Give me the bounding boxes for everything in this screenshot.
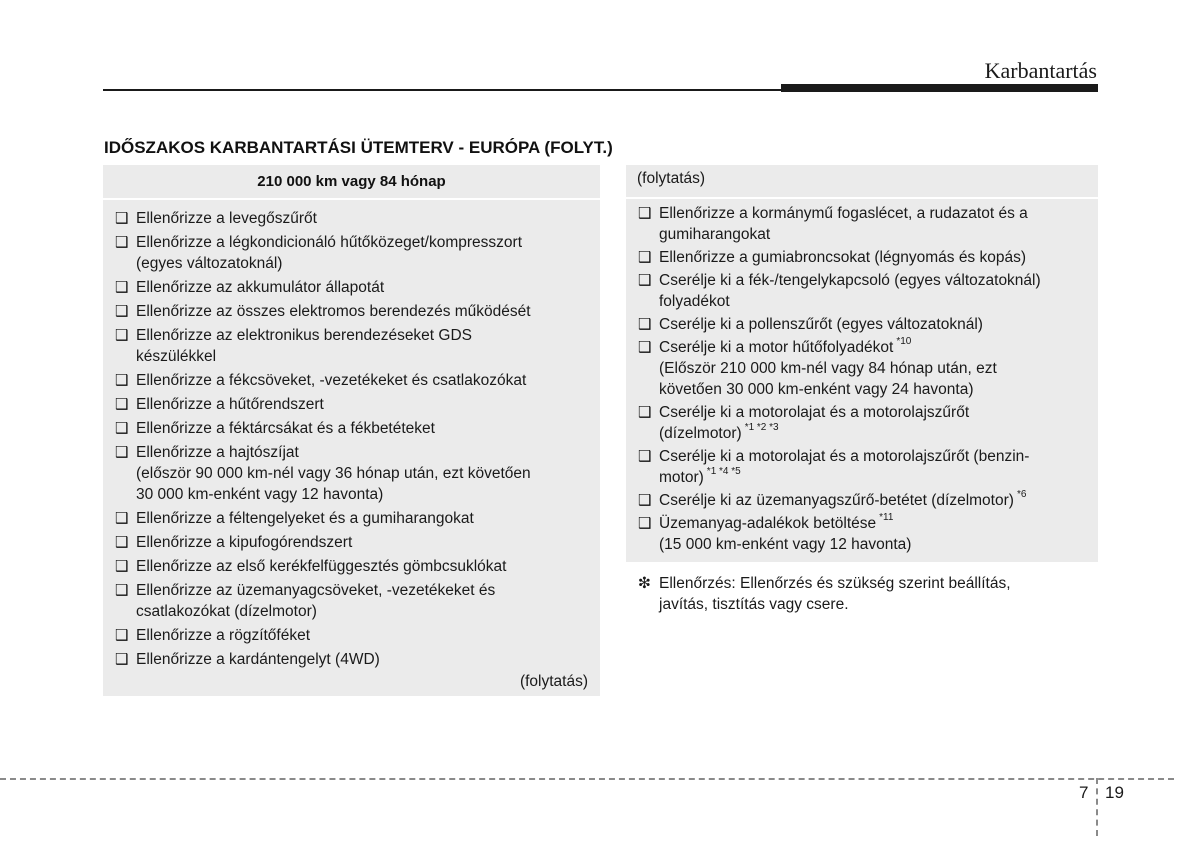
checklist-item-content xyxy=(659,446,1029,488)
checklist-item-text: Cserélje ki a motor hűtőfolyadékot xyxy=(659,339,894,356)
checklist-item xyxy=(115,625,590,646)
checkbox-icon: ❑ xyxy=(638,249,652,266)
footnote-reference: *1 *4 *5 xyxy=(706,465,741,477)
checklist-item xyxy=(115,442,590,505)
section-title: IDŐSZAKOS KARBANTARTÁSI ÜTEMTERV - EURÓPA (FOLYT.) xyxy=(104,138,613,157)
checkbox-icon: ❑ xyxy=(115,420,129,437)
checklist-item-text: Ellenőrizze a kipufogórendszert xyxy=(136,534,353,551)
checklist-item-text: Cserélje ki a motorolajat és a motorolajszűrőt (benzin- motor) xyxy=(659,448,1030,486)
checklist-item-text: Cserélje ki a motorolajat és a motorolajszűrőt (dízelmotor) xyxy=(659,404,970,442)
checkbox-icon: ❑ xyxy=(638,316,652,333)
checklist-item-content xyxy=(659,402,969,444)
checklist-item xyxy=(638,490,1090,511)
checklist-item-text: Ellenőrizze a féltengelyeket és a gumiharangokat xyxy=(136,510,474,527)
checkbox-icon: ❑ xyxy=(115,558,129,575)
checklist-item-text: Cserélje ki a pollenszűrőt (egyes változatoknál) xyxy=(659,316,983,333)
checklist-item xyxy=(115,532,590,553)
checklist-item-text: Ellenőrizze a féktárcsákat és a fékbetéteket xyxy=(136,420,435,437)
checkbox-icon: ❑ xyxy=(115,396,129,413)
checkbox-icon: ❑ xyxy=(638,205,652,222)
checkbox-icon: ❑ xyxy=(638,492,652,509)
checklist-item-content xyxy=(659,203,1028,245)
checklist-item xyxy=(115,232,590,274)
page-number: 19 xyxy=(1105,783,1124,802)
checklist-item-text: Ellenőrizze az üzemanyagcsöveket, -vezetékeket és csatlakozókat (dízelmotor) xyxy=(136,582,496,620)
checklist-item xyxy=(115,580,590,622)
checklist-item-content xyxy=(659,513,911,555)
checklist-item-content xyxy=(659,490,1026,511)
checkbox-icon: ❑ xyxy=(115,444,129,461)
checklist-item-detail: (15 000 km-enként vagy 12 havonta) xyxy=(659,536,912,553)
checklist-item-text: Üzemanyag-adalékok betöltése xyxy=(659,515,877,532)
checklist-item xyxy=(638,203,1090,245)
footnote-reference: *6 xyxy=(1016,488,1027,500)
checklist-item-text: Ellenőrizze a kormánymű fogaslécet, a rudazatot és a gumiharangokat xyxy=(659,205,1028,243)
checkbox-icon: ❑ xyxy=(638,448,652,465)
checklist-item xyxy=(115,277,590,298)
checklist-item-text: Ellenőrizze a kardántengelyt (4WD) xyxy=(136,651,380,668)
checklist-item-text: Ellenőrizze a gumiabroncsokat (légnyomás és kopás) xyxy=(659,249,1027,266)
checklist-item-text: Ellenőrizze az akkumulátor állapotát xyxy=(136,279,385,296)
checklist-item xyxy=(115,394,590,415)
footnote-reference: *1 *2 *3 xyxy=(744,421,779,433)
checklist-item xyxy=(115,418,590,439)
checklist-item-content xyxy=(659,337,997,400)
header-rule-thin xyxy=(103,89,783,91)
checklist-item-text: Ellenőrizze a légkondicionáló hűtőközeget/kompresszort (egyes változatoknál) xyxy=(136,234,522,272)
header-rule-thick xyxy=(781,84,1098,92)
checklist-item-text: Ellenőrizze az összes elektromos berendezés működését xyxy=(136,303,531,320)
checkbox-icon: ❑ xyxy=(115,210,129,227)
checkbox-icon: ❑ xyxy=(115,372,129,389)
checklist-item-text: Ellenőrizze a hűtőrendszert xyxy=(136,396,324,413)
checklist-item xyxy=(115,208,590,229)
checklist-item-content xyxy=(659,314,983,335)
checklist-item-text: Ellenőrizze az elektronikus berendezéseket GDS készülékkel xyxy=(136,327,473,365)
note-symbol-icon: ❇ xyxy=(638,575,651,592)
checkbox-icon: ❑ xyxy=(115,303,129,320)
checkbox-icon: ❑ xyxy=(638,272,652,289)
checklist-item xyxy=(638,247,1090,268)
checkbox-icon: ❑ xyxy=(115,582,129,599)
note-text: Ellenőrzés: Ellenőrzés és szükség szerint beállítás, javítás, tisztítás vagy csere. xyxy=(659,575,1011,613)
checkbox-icon: ❑ xyxy=(115,651,129,668)
checkbox-icon: ❑ xyxy=(115,510,129,527)
checklist-item-text: Ellenőrizze a rögzítőféket xyxy=(136,627,311,644)
checklist-item xyxy=(638,402,1090,444)
checkbox-icon: ❑ xyxy=(638,404,652,421)
page-header-title: Karbantartás xyxy=(984,58,1097,83)
checklist-item xyxy=(115,556,590,577)
checklist-item xyxy=(115,370,590,391)
checkbox-icon: ❑ xyxy=(115,627,129,644)
checklist-item xyxy=(638,446,1090,488)
checkbox-icon: ❑ xyxy=(115,534,129,551)
checklist-item xyxy=(115,649,590,670)
checkbox-icon: ❑ xyxy=(115,234,129,251)
inspection-note xyxy=(638,573,1078,615)
checklist-item xyxy=(638,270,1090,312)
checklist-item-text: Cserélje ki a fék-/tengelykapcsoló (egyes változatoknál) folyadékot xyxy=(659,272,1041,310)
checklist-item-text: Cserélje ki az üzemanyagszűrő-betétet (dízelmotor) xyxy=(659,492,1014,509)
left-maintenance-box xyxy=(103,165,600,696)
right-checklist xyxy=(638,203,1090,557)
checklist-item xyxy=(638,314,1090,335)
checklist-item-detail: (Először 210 000 km-nél vagy 84 hónap után, ezt követően 30 000 km-enként vagy 24 havonta) xyxy=(659,360,997,398)
footnote-reference: *10 xyxy=(896,335,912,347)
checklist-item xyxy=(115,301,590,322)
checklist-item xyxy=(115,508,590,529)
checkbox-icon: ❑ xyxy=(638,339,652,356)
footnote-reference: *11 xyxy=(879,511,894,523)
box-separator xyxy=(626,197,1098,199)
continued-label-top: (folytatás) xyxy=(637,170,706,187)
checklist-item xyxy=(638,513,1090,555)
footer-dashed-divider xyxy=(1096,778,1098,836)
checkbox-icon: ❑ xyxy=(115,279,129,296)
left-checklist xyxy=(103,200,600,670)
right-maintenance-box xyxy=(626,165,1098,562)
chapter-number: 7 xyxy=(1079,783,1089,802)
continued-label-bottom: (folytatás) xyxy=(519,673,588,690)
checklist-item-content xyxy=(659,247,1026,268)
checklist-item-text: Ellenőrizze a hajtószíjat (először 90 000 km-nél vagy 36 hónap után, ezt követően 30 000 km-enként vagy 12 havonta) xyxy=(136,444,531,503)
checkbox-icon: ❑ xyxy=(638,515,652,532)
checklist-item-text: Ellenőrizze a levegőszűrőt xyxy=(136,210,317,227)
checklist-item-text: Ellenőrizze a fékcsöveket, -vezetékeket és csatlakozókat xyxy=(136,372,527,389)
checklist-item xyxy=(115,325,590,367)
checklist-item xyxy=(638,337,1090,400)
interval-heading: 210 000 km vagy 84 hónap xyxy=(103,165,600,200)
checkbox-icon: ❑ xyxy=(115,327,129,344)
checklist-item-text: Ellenőrizze az első kerékfelfüggesztés gömbcsuklókat xyxy=(136,558,507,575)
checklist-item-content xyxy=(659,270,1041,312)
footer-dashed-rule xyxy=(0,778,1174,780)
